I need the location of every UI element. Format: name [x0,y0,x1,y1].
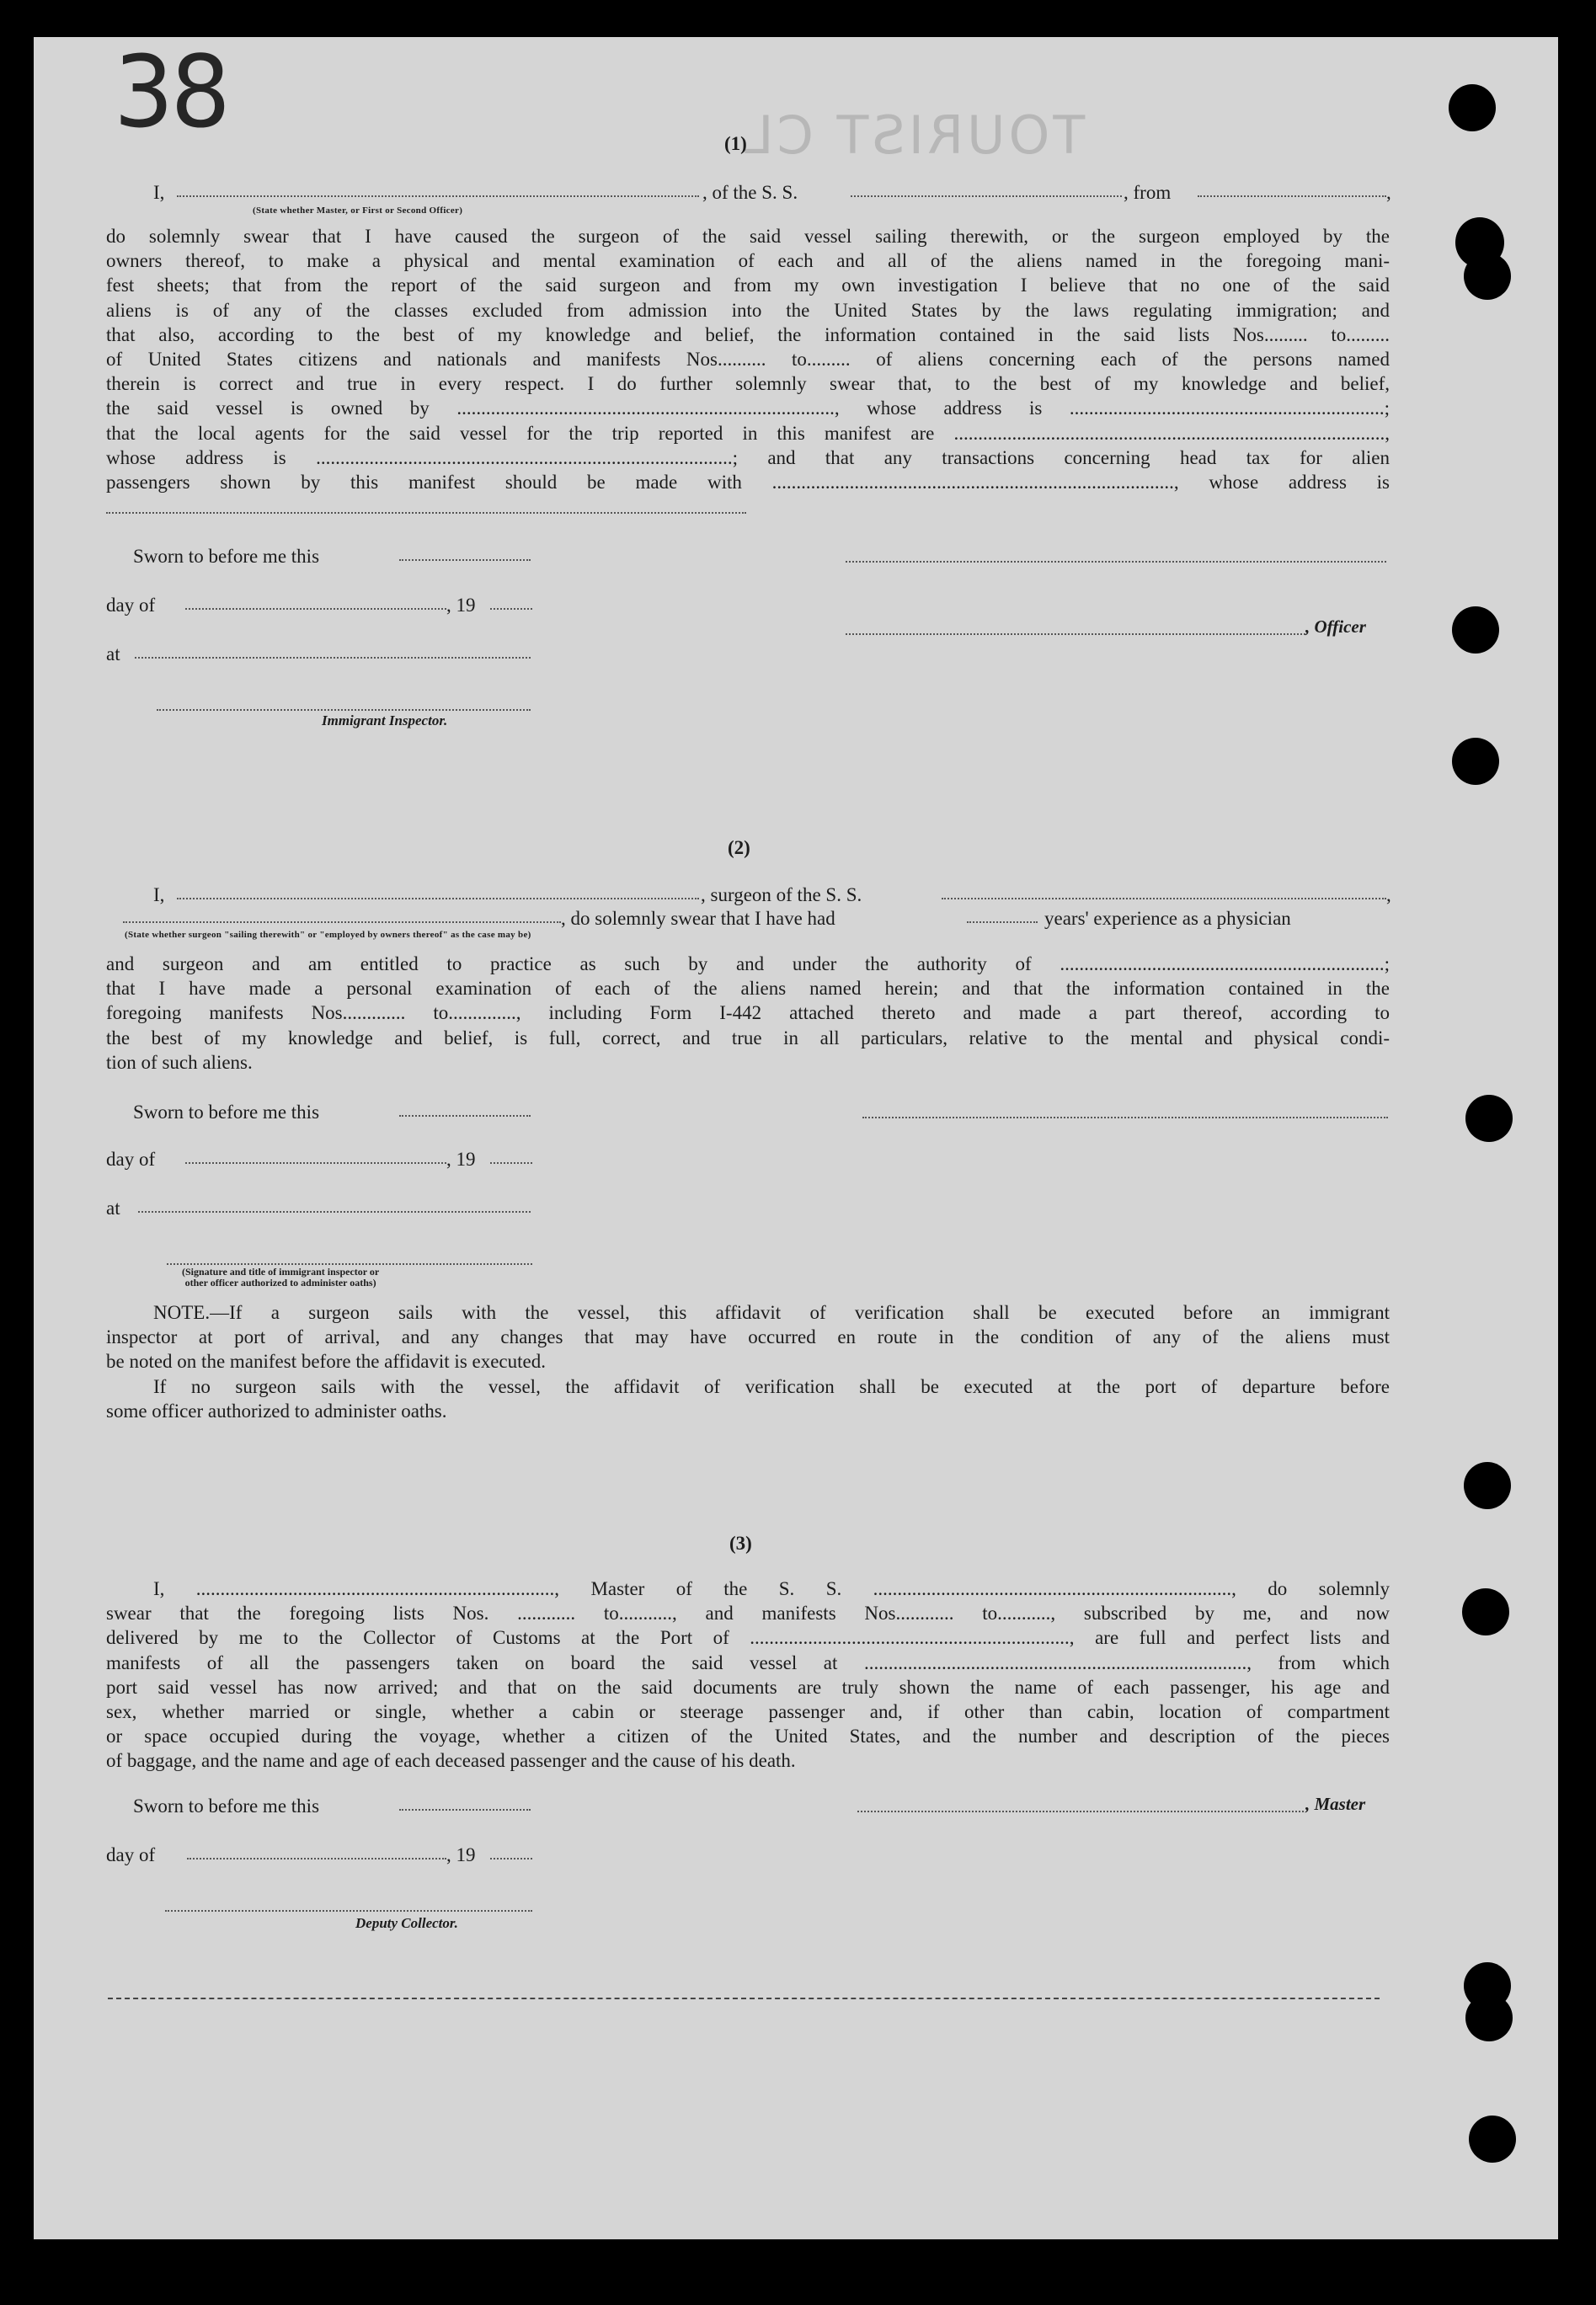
s3-deputy-label: Deputy Collector. [355,1915,458,1931]
s3-line: port said vessel has now arrived; and that on the said documents are truly shown the name of each passenger, his age and [106,1676,1390,1698]
s3-deputy-line[interactable] [165,1910,532,1912]
s3-oath-paragraph [106,1577,1390,1774]
s3-year: , 19 [446,1844,476,1865]
s2-status-line[interactable] [123,910,561,923]
s2-at-line[interactable] [138,1199,531,1213]
s2-line: the best of my knowledge and belief, is full, correct, and true in all particulars, relative to the mental and physical condi- [106,1027,1390,1048]
section-2-heading: (2) [728,837,750,858]
s2-line: foregoing manifests Nos............. to.............., including Form I-442 attached thereto and made a part thereof, according to [106,1002,1390,1024]
section-3-heading: (3) [729,1533,752,1554]
s2-line: tion of such aliens. [106,1051,253,1073]
s3-line: of baggage, and the name and age of each deceased passenger and the cause of his death. [106,1750,796,1772]
s1-line: owners thereof, to make a physical and mental examination of each and all of the aliens named in the foregoing mani- [106,250,1390,272]
s1-line: therein is correct and true in every respect. I do further solemnly swear that, to the best of my knowledge and belief, [106,373,1390,395]
s2-swear-b: years' experience as a physician [1044,908,1291,929]
s2-status-note: (State whether surgeon "sailing therewith" or "employed by owners thereof" as the case may be) [125,930,531,940]
s1-inspector-line[interactable] [157,709,531,711]
punch-hole [1449,84,1496,131]
s2-surgeon-name-line[interactable] [177,886,699,899]
punch-hole [1465,1095,1513,1142]
s2-years-line[interactable] [967,910,1038,923]
s2-surgeon-signature-line[interactable] [862,1117,1388,1118]
s3-line: sex, whether married or single, whether a cabin or steerage passenger and, if other than cabin, location of compartment [106,1701,1390,1723]
s2-i-label: I, [153,884,165,905]
s1-master-note: (State whether Master, or First or Second Officer) [253,205,463,216]
s3-line: I, .........................................................................., Master of the S. S. .........................................................................., do solemnly [153,1578,1390,1599]
s2-at: at [106,1198,120,1219]
punch-hole [1452,738,1499,785]
s1-line: do solemnly swear that I have caused the surgeon of the said vessel sailing therewith, or the surgeon employed by the [106,226,1390,247]
s1-line: that also, according to the best of my knowledge and belief, the information contained in the said lists Nos......... to......... [106,323,1390,345]
s2-line: and surgeon and am entitled to practice as such by and under the authority of ...................................................................; [106,953,1390,974]
s3-day-line[interactable] [187,1846,446,1859]
s1-officer-name-line[interactable] [177,184,699,197]
s1-address-line[interactable] [106,512,746,514]
s3-line: swear that the foregoing lists Nos. ............ to..........., and manifests Nos............ to..........., subscribed by me, and now [106,1603,1390,1625]
s2-note-line: If no surgeon sails with the vessel, the affidavit of verification shall be executed at the port of departure before [153,1375,1390,1397]
s2-day-of: day of [106,1149,156,1170]
s2-inspector-line[interactable] [167,1263,532,1265]
s2-note-paragraph [106,1300,1390,1423]
section-1-heading: (1) [724,133,747,154]
s1-sworn: Sworn to before me this [133,546,320,567]
handwritten-page-number: 38 [114,34,228,150]
s1-line: aliens is of any of the classes excluded from admission into the United States by the laws regulating immigration; and [106,299,1390,321]
s2-vessel-line[interactable] [942,886,1386,899]
s2-sworn-line[interactable] [399,1103,531,1117]
s2-note-line: inspector at port of arrival, and any changes that may have occurred en route in the condition of any of the aliens must [106,1326,1390,1348]
s1-from-line[interactable] [1198,184,1386,197]
s1-officer-signature-line[interactable] [846,561,1386,563]
s2-signature-note [182,1267,379,1289]
s1-oath-paragraph [106,224,1390,494]
s1-day-line[interactable] [185,596,446,610]
s1-line: whose address is ......................................................................................; and that any transactions concerning head tax for alien [106,446,1390,468]
s1-inspector-label: Immigrant Inspector. [322,712,448,728]
s1-year-line[interactable] [490,596,532,610]
s3-sworn: Sworn to before me this [133,1795,320,1817]
s1-line: of United States citizens and nationals and manifests Nos.......... to......... of aliens concerning each of the persons named [106,349,1390,371]
s2-comma: , [1386,884,1391,905]
s3-sworn-line[interactable] [399,1797,531,1811]
bleed-through-text: TOURIST CL [741,104,1086,166]
punch-hole [1464,253,1511,300]
s1-from: , from [1124,182,1172,203]
s2-note-line: NOTE.—If a surgeon sails with the vessel, this affidavit of verification shall be executed before an immigrant [153,1302,1390,1323]
s1-line: the said vessel is owned by .............................................................................., whose address is .................................................................; [106,398,1390,419]
s2-swear-a: , do solemnly swear that I have had [561,908,835,929]
s3-master-signature-line[interactable] [857,1811,1304,1812]
s2-year-line[interactable] [490,1150,532,1164]
s1-line: passengers shown by this manifest should be made with ..................................................................................., whose address is [106,472,1390,494]
s1-at-line[interactable] [135,645,531,659]
s1-line: fest sheets; that from the report of the said surgeon and from my own investigation I believe that no one of the said [106,275,1390,296]
s1-officer-title-line[interactable] [846,633,1305,635]
s1-comma: , [1386,182,1391,203]
punch-hole [1469,2116,1516,2163]
s2-sig-note-1: (Signature and title of immigrant inspector or [182,1266,380,1278]
s3-line: manifests of all the passengers taken on board the said vessel at ..............................................................................., from which [106,1651,1390,1673]
punch-hole [1465,1994,1513,2041]
s2-sig-note-2: other officer authorized to administer oaths) [184,1277,376,1289]
s3-year-line[interactable] [490,1846,532,1859]
punch-hole [1464,1462,1511,1509]
s3-day-of: day of [106,1844,156,1865]
s2-year: , 19 [446,1149,476,1170]
s2-surgeon-of: , surgeon of the S. S. [701,884,862,905]
s1-day-of: day of [106,595,156,616]
s2-line: that I have made a personal examination of each of the aliens named herein; and that the information contained in the [106,978,1390,1000]
punch-hole [1452,606,1499,654]
s1-year: , 19 [446,595,476,616]
punch-hole [1462,1588,1509,1635]
bottom-rule [108,1998,1380,1999]
s1-line: that the local agents for the said vessel for the trip reported in this manifest are ........................................................................................., [106,422,1390,444]
s1-of-ss: , of the S. S. [702,182,798,203]
s1-sworn-line[interactable] [399,547,531,561]
s1-vessel-line[interactable] [851,184,1122,197]
s3-line: or space occupied during the voyage, whether a citizen of the United States, and the number and description of the pieces [106,1726,1390,1747]
s2-note-line: be noted on the manifest before the affidavit is executed. [106,1351,546,1373]
s3-master-label: , Master [1305,1794,1366,1814]
s2-note-line: some officer authorized to administer oaths. [106,1400,447,1422]
s2-day-line[interactable] [185,1150,446,1164]
s2-oath-paragraph [106,952,1390,1075]
s1-at: at [106,643,120,664]
s1-officer-label: , Officer [1305,616,1366,637]
s3-line: delivered by me to the Collector of Customs at the Port of .................................................................., are full and perfect lists and [106,1627,1390,1649]
s2-sworn: Sworn to before me this [133,1102,320,1123]
s1-i-label: I, [153,182,165,203]
